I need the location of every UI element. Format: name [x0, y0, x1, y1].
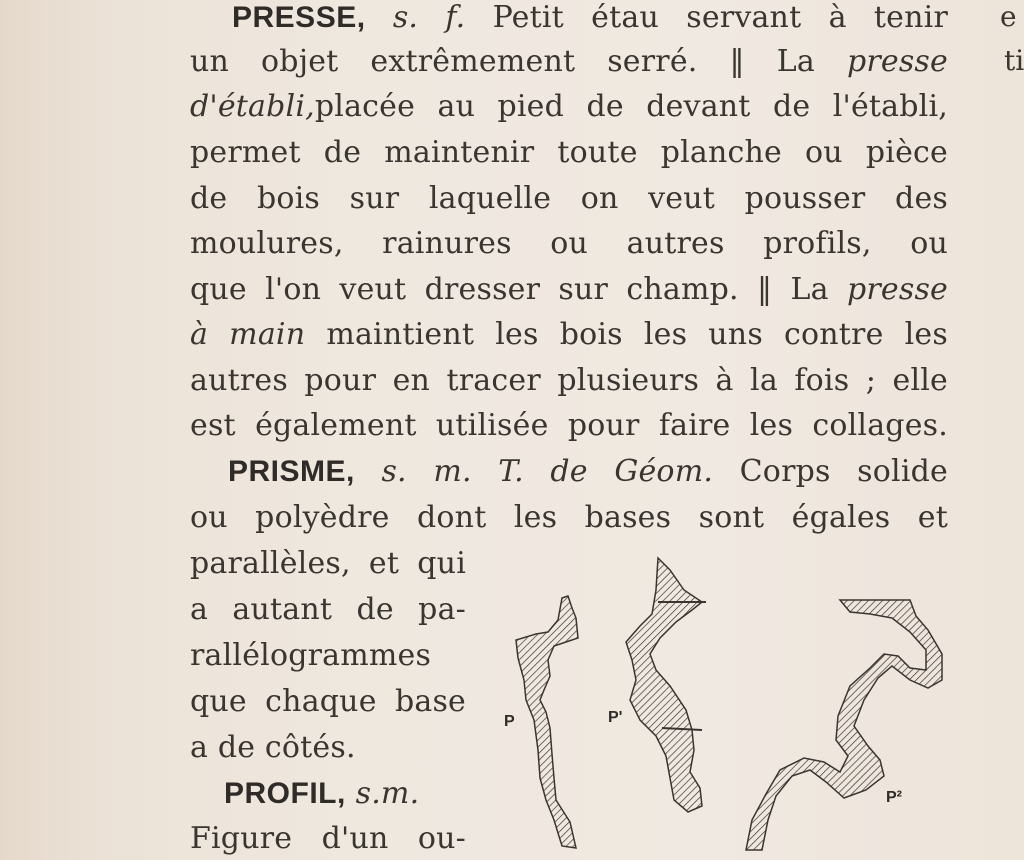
presse-line-2 [190, 44, 948, 80]
figure-label-p1: P' [608, 709, 623, 726]
next-column-fragment: e [1000, 0, 1017, 33]
presse-italic-term: à main [190, 317, 306, 352]
prisme-line-3: parallèles, et qui [190, 546, 466, 581]
presse-text: un objet extrêmement serré. ‖ La [190, 44, 815, 79]
headword-presse: PRESSE, [232, 1, 366, 34]
next-column-fragment: ti [1004, 44, 1024, 77]
presse-line-7 [190, 272, 948, 308]
presse-italic-term: presse [846, 44, 948, 79]
presse-line-8 [190, 317, 948, 353]
prisme-line-5: rallélogrammes [190, 638, 432, 673]
prisme-gram: s. m. T. de Géom. [381, 454, 714, 489]
prisme-line-1 [190, 454, 948, 490]
presse-line-10: est également utilisée pour faire les collages. [190, 408, 948, 443]
prisme-line-4: a autant de pa- [190, 592, 466, 627]
presse-text: placée au pied de devant de l'établi, [314, 89, 948, 124]
prisme-line-6: que chaque base [190, 684, 466, 719]
presse-text: que l'on veut dresser sur champ. ‖ La [190, 272, 829, 307]
prisme-text: Corps solide [739, 454, 948, 489]
profil-gram: s.m. [355, 776, 420, 811]
headword-profil: PROFIL, [224, 777, 346, 810]
presse-line-6: moulures, rainures ou autres profils, ou [190, 226, 948, 261]
presse-text: maintient les bois les uns contre les [326, 317, 948, 352]
presse-italic-term: d'établi, [190, 89, 315, 124]
presse-line-9: autres pour en tracer plusieurs à la fois ; elle [190, 363, 948, 398]
presse-gram: s. f. [392, 0, 466, 35]
profil-line-2: Figure d'un ou- [190, 821, 466, 856]
presse-line-4: permet de maintenir toute planche ou pièce [190, 135, 948, 170]
presse-line-3 [190, 89, 948, 125]
prisme-line-7: a de côtés. [190, 730, 356, 765]
profile-p1-shape [626, 558, 702, 812]
profile-p-shape [516, 596, 578, 848]
prisme-line-2: ou polyèdre dont les bases sont égales et [190, 500, 948, 535]
figure-label-p2: P² [886, 789, 902, 806]
profil-line-1 [190, 776, 466, 812]
profile-illustration [480, 550, 960, 860]
presse-def-1: Petit étau servant à tenir [492, 0, 948, 35]
presse-line-5: de bois sur laquelle on veut pousser des [190, 181, 948, 216]
presse-italic-term: presse [846, 272, 948, 307]
profile-p2-shape [746, 600, 942, 850]
figure-label-p: P [504, 713, 515, 730]
headword-prisme: PRISME, [228, 455, 355, 488]
presse-line-1 [190, 0, 948, 36]
